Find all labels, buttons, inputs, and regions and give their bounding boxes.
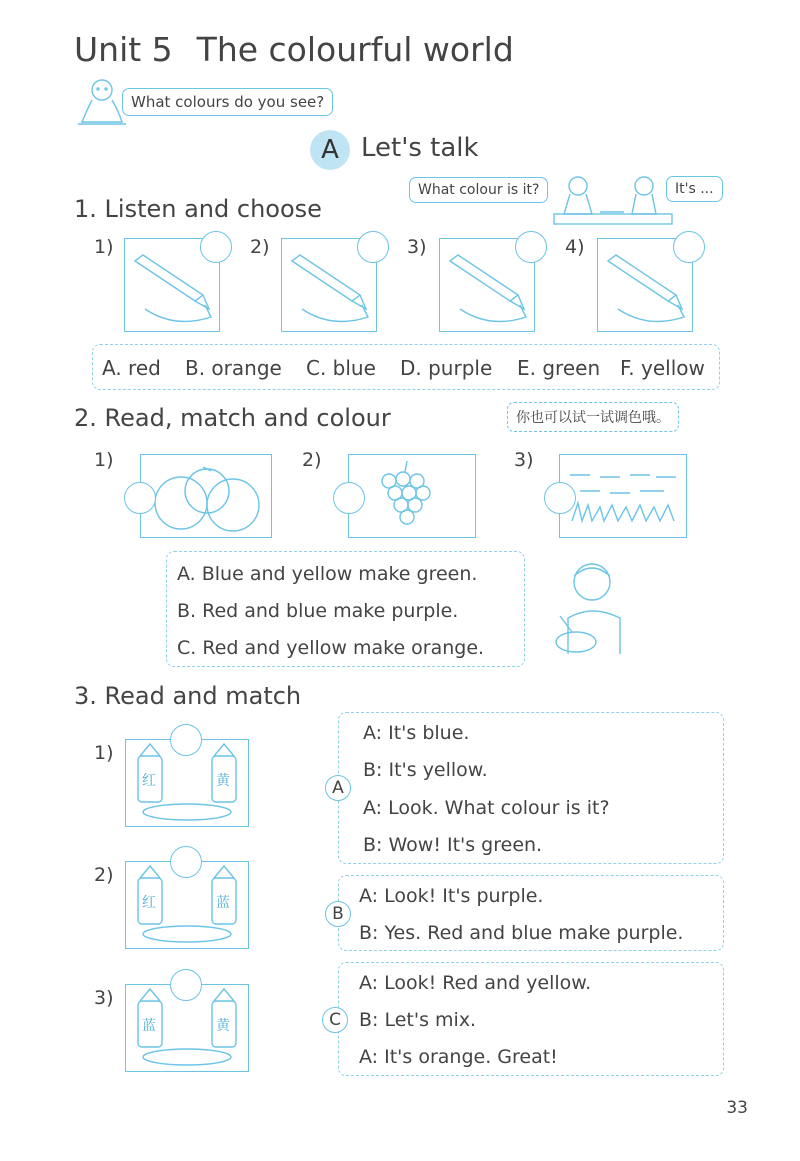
ex1-number-4: 4) [565,236,585,258]
ex2-picture-oranges [140,454,272,538]
ex2-answer-circle-2[interactable] [333,482,365,514]
intro-bubble: What colours do you see? [122,88,333,116]
ex1-option: E. green [517,356,601,380]
page-title [74,30,514,69]
pen-label: 黄 [216,773,230,789]
pen-label: 蓝 [216,895,230,911]
exercise2-heading: 2. Read, match and colour [74,404,391,432]
ex2-tip-bubble: 你也可以试一试调色哦。 [507,402,679,432]
ex2-sentences-box [166,551,525,667]
unit-name: The colourful world [196,30,514,69]
ex2-number-3: 3) [514,449,534,471]
talk-bubble-answer: It's ... [666,176,723,202]
ex3-number-1: 1) [94,742,114,764]
ex3-answer-circle-1[interactable] [170,724,202,756]
ex1-answer-circle-2[interactable] [357,231,389,263]
ex2-sentence: C. Red and yellow make orange. [177,637,485,659]
exercise1-heading: 1. Listen and choose [74,195,322,223]
ex2-number-2: 2) [302,449,322,471]
ex2-answer-circle-3[interactable] [544,482,576,514]
ex3-number-3: 3) [94,987,114,1009]
ex1-number-1: 1) [94,236,114,258]
dialogue-line: A: Look! Red and yellow. [359,972,592,994]
unit-number: Unit 5 [74,30,173,69]
ex1-option: B. orange [185,356,282,380]
pen-label: 红 [142,895,156,911]
two-kids-illustration [548,172,676,232]
section-badge: A [310,130,350,170]
ex1-answer-circle-3[interactable] [515,231,547,263]
section-label: Let's talk [361,133,479,163]
ex1-answer-circle-1[interactable] [200,231,232,263]
grapes-icon [349,455,475,537]
ex3-number-2: 2) [94,864,114,886]
ex1-options-box [92,344,720,390]
ex1-number-3: 3) [407,236,427,258]
ex2-picture-grass [559,454,687,538]
dialogue-letter-c[interactable]: C [322,1007,348,1033]
ex2-sentence: B. Red and blue make purple. [177,600,459,622]
dialogue-line: A: Look. What colour is it? [363,797,610,819]
ex3-answer-circle-2[interactable] [170,846,202,878]
oranges-icon [141,455,271,537]
exercise3-heading: 3. Read and match [74,682,302,710]
ex2-picture-grapes [348,454,476,538]
ex2-number-1: 1) [94,449,114,471]
ex3-dialogue-a [338,712,724,864]
ex1-answer-circle-4[interactable] [673,231,705,263]
dialogue-line: B: Let's mix. [359,1009,477,1031]
grass-icon [560,455,686,537]
ex3-answer-circle-3[interactable] [170,969,202,1001]
ex2-sentence: A. Blue and yellow make green. [177,563,478,585]
pen-label: 红 [142,773,156,789]
page-number: 33 [726,1098,748,1118]
talk-bubble-question: What colour is it? [409,177,548,203]
boy-painting-illustration [550,556,630,660]
dialogue-line: B: Wow! It's green. [363,834,543,856]
ex2-answer-circle-1[interactable] [124,482,156,514]
dialogue-line: B: Yes. Red and blue make purple. [359,922,684,944]
pen-label: 黄 [216,1018,230,1034]
ex1-option: A. red [102,356,161,380]
ex1-option: D. purple [400,356,493,380]
dialogue-line: B: It's yellow. [363,759,488,781]
dialogue-line: A: It's orange. Great! [359,1046,558,1068]
dialogue-letter-a[interactable]: A [325,775,351,801]
ex1-option: C. blue [306,356,376,380]
dialogue-line: A: Look! It's purple. [359,885,544,907]
dialogue-line: A: It's blue. [363,722,470,744]
ex1-number-2: 2) [250,236,270,258]
ex3-dialogue-c [338,962,724,1076]
ex1-option: F. yellow [620,356,705,380]
pen-label: 蓝 [142,1018,156,1034]
dialogue-letter-b[interactable]: B [325,901,351,927]
ex3-dialogue-b [338,875,724,951]
